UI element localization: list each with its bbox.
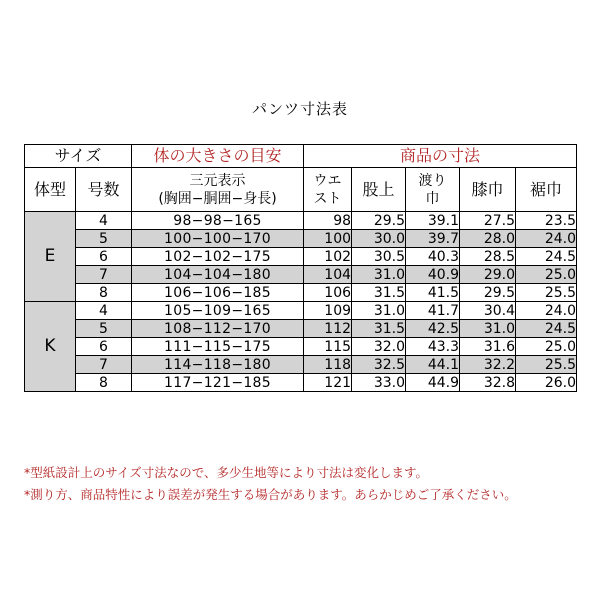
table-row [25,374,577,392]
cell-rise: 29.5 [352,212,406,230]
header-waist [304,168,352,212]
note-1: *型紙設計上のサイズ寸法なので、多少生地等により寸法は変化します。 [24,465,429,480]
cell-thigh: 42.5 [406,320,460,338]
cell-waist: 109 [304,302,352,320]
cell-rise: 32.0 [352,338,406,356]
table-row [25,212,577,230]
table-row [25,338,577,356]
cell-hem: 25.5 [516,356,577,374]
body-type-cell: K [25,302,76,392]
cell-dimensions: 111−115−175 [132,338,304,356]
cell-thigh: 39.1 [406,212,460,230]
table-row [25,266,577,284]
cell-hem: 25.5 [516,284,577,302]
cell-rise: 31.0 [352,302,406,320]
cell-thigh: 41.5 [406,284,460,302]
cell-dimensions: 108−112−170 [132,320,304,338]
cell-number: 5 [76,230,132,248]
header-waist-line2: スト [313,190,342,207]
cell-rise: 31.0 [352,266,406,284]
cell-hem: 24.0 [516,302,577,320]
cell-waist: 118 [304,356,352,374]
cell-dimensions: 100−100−170 [132,230,304,248]
cell-waist: 106 [304,284,352,302]
cell-number: 7 [76,356,132,374]
note-2: *測り方、商品特性により誤差が発生する場合があります。あらかじめご了承ください。 [24,487,517,502]
cell-waist: 104 [304,266,352,284]
cell-rise: 33.0 [352,374,406,392]
body-type-cell: E [25,212,76,302]
cell-thigh: 41.7 [406,302,460,320]
cell-dimensions: 102−102−175 [132,248,304,266]
table-row [25,284,577,302]
cell-knee: 31.6 [460,338,516,356]
cell-dimensions: 114−118−180 [132,356,304,374]
cell-knee: 30.4 [460,302,516,320]
cell-knee: 32.8 [460,374,516,392]
cell-thigh: 43.3 [406,338,460,356]
header-knee: 膝巾 [460,168,516,212]
header-size: サイズ [25,145,132,168]
header-thigh-line2: 巾 [425,190,440,207]
cell-dimensions: 104−104−180 [132,266,304,284]
header-row-1 [25,145,577,168]
cell-hem: 26.0 [516,374,577,392]
table-row [25,302,577,320]
cell-hem: 25.0 [516,266,577,284]
header-rise: 股上 [352,168,406,212]
cell-number: 8 [76,284,132,302]
table-row [25,320,577,338]
cell-knee: 27.5 [460,212,516,230]
cell-number: 5 [76,320,132,338]
cell-hem: 25.0 [516,338,577,356]
cell-rise: 30.5 [352,248,406,266]
page-title: パンツ寸法表 [251,100,348,118]
cell-waist: 102 [304,248,352,266]
notes [24,462,584,506]
cell-waist: 121 [304,374,352,392]
cell-rise: 30.0 [352,230,406,248]
cell-rise: 31.5 [352,320,406,338]
header-sanmoto-line2: (胸囲−胴囲−身長) [158,190,277,207]
header-sanmoto [132,168,304,212]
cell-dimensions: 106−106−185 [132,284,304,302]
header-thigh [406,168,460,212]
cell-hem: 23.5 [516,212,577,230]
table-row [25,248,577,266]
cell-dimensions: 98−98−165 [132,212,304,230]
cell-number: 7 [76,266,132,284]
cell-thigh: 39.7 [406,230,460,248]
cell-rise: 32.5 [352,356,406,374]
cell-hem: 24.5 [516,320,577,338]
cell-number: 6 [76,248,132,266]
size-table [24,144,577,392]
cell-number: 4 [76,302,132,320]
cell-number: 4 [76,212,132,230]
cell-number: 8 [76,374,132,392]
header-row-2 [25,168,577,212]
cell-knee: 32.2 [460,356,516,374]
table-row [25,230,577,248]
cell-thigh: 44.9 [406,374,460,392]
cell-knee: 28.5 [460,248,516,266]
cell-dimensions: 117−121−185 [132,374,304,392]
cell-knee: 29.5 [460,284,516,302]
cell-waist: 112 [304,320,352,338]
cell-thigh: 40.3 [406,248,460,266]
cell-number: 6 [76,338,132,356]
cell-waist: 115 [304,338,352,356]
header-number: 号数 [76,168,132,212]
header-thigh-line1: 渡り [418,172,447,189]
cell-hem: 24.5 [516,248,577,266]
cell-thigh: 40.9 [406,266,460,284]
cell-waist: 98 [304,212,352,230]
header-sanmoto-line1: 三元表示 [189,172,246,189]
cell-rise: 31.5 [352,284,406,302]
cell-hem: 24.0 [516,230,577,248]
cell-knee: 29.0 [460,266,516,284]
cell-thigh: 44.1 [406,356,460,374]
header-body-type: 体型 [25,168,76,212]
header-hem: 裾巾 [516,168,577,212]
cell-knee: 28.0 [460,230,516,248]
cell-knee: 31.0 [460,320,516,338]
header-body-guide: 体の大きさの目安 [132,145,304,168]
cell-waist: 100 [304,230,352,248]
header-waist-line1: ウエ [313,172,342,189]
header-product-dims: 商品の寸法 [304,145,577,168]
table-row [25,356,577,374]
cell-dimensions: 105−109−165 [132,302,304,320]
